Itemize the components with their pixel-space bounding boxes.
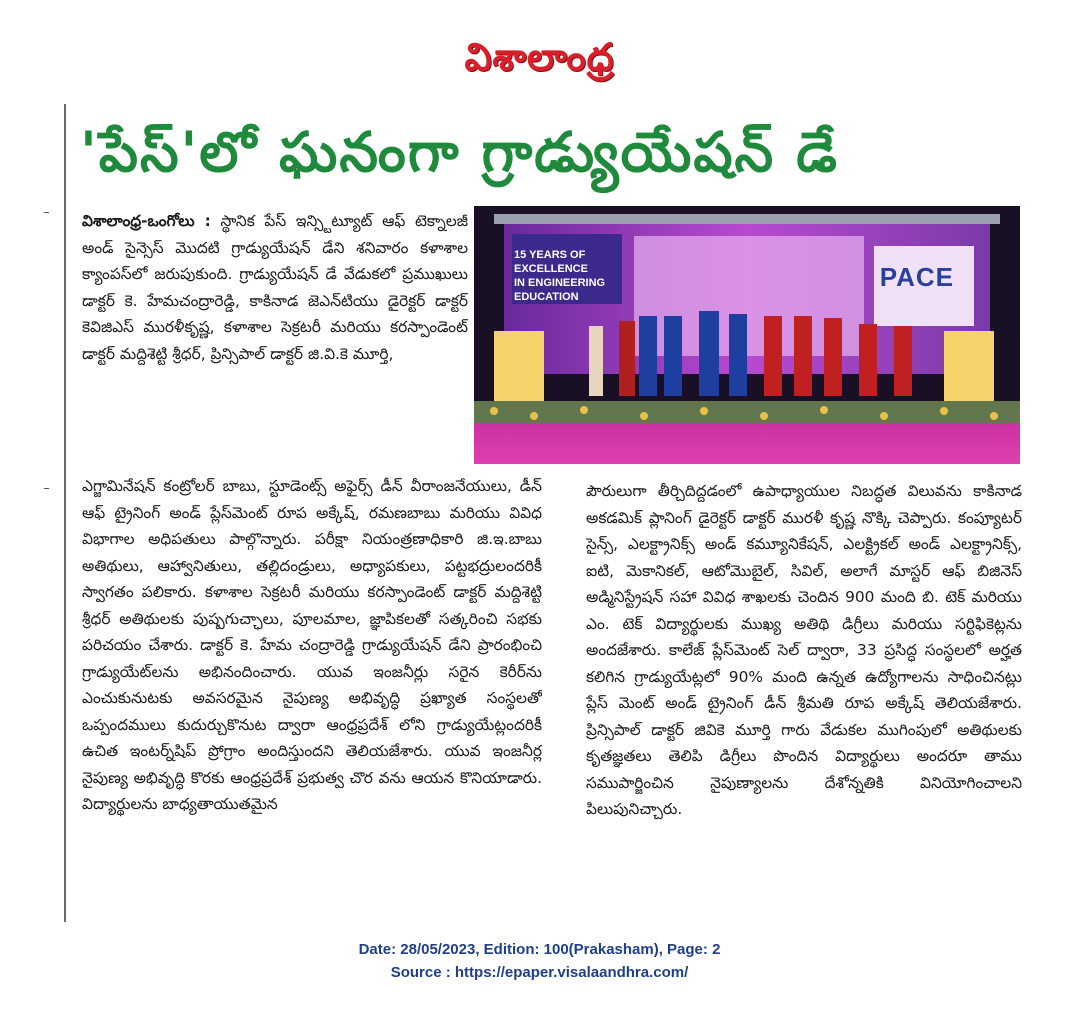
article-column-2: [586, 478, 1022, 918]
headline: 'పేస్'లో ఘనంగా గ్రాడ్యుయేషన్ డే: [80, 119, 839, 184]
margin-tick: [44, 488, 49, 489]
footer-date-line: Date: 28/05/2023, Edition: 100(Prakasham), Page: 2: [358, 941, 721, 958]
event-photo: [474, 206, 1020, 464]
banner-line: EXCELLENCE: [514, 263, 588, 275]
stage-banner-text: [514, 248, 605, 304]
article-column-1-top: [82, 208, 468, 470]
banner-line: 15 YEARS OF: [514, 249, 586, 261]
stage-illustration: [474, 206, 1020, 464]
dateline: విశాలాంధ్ర-ఒంగోలు :: [82, 212, 211, 230]
article-column-1-bottom: [82, 473, 542, 918]
column-rule: [64, 104, 66, 922]
article-text: స్థానిక పేస్ ఇన్స్టిట్యూట్ ఆఫ్ టెక్నాలజీ అండ్ సైన్సెస్ మొదటి గ్రాడ్యుయేషన్ డేని శనివారం కళాశాల క్యాంపస్‌లో జరుపుకుంది. గ్రాడ్యుయేషన్ డే వేడుకలో ప్రముఖులు డాక్టర్ కె. హేమచంద్రారెడ్డి, కాకినాడ జెఎన్‌టియు డైరెక్టర్ డాక్టర్ కెవిజిఎస్ మురళీకృష్ణ, కళాశాల సెక్రటరీ మరియు కరస్పాండెంట్ డాక్టర్ మద్దిశెట్టి శ్రీధర్, ప్రిన్సిపాల్ డాక్టర్ జి.వి.కె మూర్తి,: [82, 212, 468, 363]
footer-source-line: Source : https://epaper.visalaandhra.com/: [390, 964, 689, 981]
pace-logo-text: PACE: [879, 262, 954, 292]
article-text: పౌరులుగా తీర్చిదిద్దడంలో ఉపాధ్యాయుల నిబద్ధత విలువను కాకినాడ అకడమిక్ ప్లానింగ్ డైరెక్టర్ డాక్టర్ మురళీ కృష్ణ నొక్కి చెప్పారు. కంప్యూటర్ సైన్స్, ఎలక్ట్రానిక్స్ అండ్ కమ్యూనికేషన్, ఎలక్ట్రికల్ అండ్ ఎలక్ట్రానిక్స్, ఐటి, మెకానికల్, ఆటోమొబైల్, సివిల్, అలాగే మాస్టర్ ఆఫ్ బిజినెస్ అడ్మినిస్ట్రేషన్ సహా వివిధ శాఖలకు చెందిన 900 మంది బి. టెక్ మరియు ఎం. టెక్ విద్యార్థులకు ముఖ్య అతిథి డిగ్రీలు మరియు సర్టిఫికెట్లను అందజేశారు. కాలేజ్ ప్లేస్‌మెంట్ సెల్ ద్వారా, 33 ప్రసిద్ధ సంస్థలలో అర్హత కలిగిన గ్రాడ్యుయేట్లలో 90% మంది ఉన్నత ఉద్యోగాలను సాధించినట్లు ప్లేస్ మెంట్ అండ్ ట్రైనింగ్ డీన్ శ్రీమతి రూప అక్కేష్ తెలియజేశారు. ప్రిన్సిపాల్ డాక్టర్ జివికె మూర్తి గారు వేడుకల ముగింపులో అతిథులకు కృతజ్ఞతలు తెలిపి డిగ్రీలు పొందిన విద్యార్థులు అందరూ తాము సముపార్జించిన నైపుణ్యాలను దేశోన్నతికి వినియోగించాలని పిలుపునిచ్చారు.: [586, 482, 1022, 818]
masthead-logo: విశాలాంధ్ర: [464, 34, 615, 79]
banner-line: EDUCATION: [514, 291, 579, 303]
banner-line: IN ENGINEERING: [514, 277, 606, 289]
margin-tick: [44, 212, 49, 213]
article-text: ఎగ్జామినేషన్ కంట్రోలర్ బాబు, స్టూడెంట్స్ అఫైర్స్ డీన్ వీరాంజనేయులు, డీన్ ఆఫ్ ట్రైనింగ్ అండ్ ప్లేస్‌మెంట్ రూప అక్కేష్, రమణబాబు మరియు వివిధ విభాగాల అధిపతులు పాల్గొన్నారు. పరీక్షా నియంత్రణాధికారి జి.ఇ.బాబు అతిథులు, ఆహ్వానితులు, తల్లిదండ్రులు, అధ్యాపకులు, పట్టభద్రులందరికీ స్వాగతం పలికారు. కళాశాల సెక్రటరీ మరియు కరస్పాండెంట్ డాక్టర్ మద్దిశెట్టి శ్రీధర్ అతిథులకు పుష్పగుచ్ఛాలు, పూలమాల, జ్ఞాపికలతో సత్కరించి సభకు పరిచయం చేశారు. డాక్టర్ కె. హేమ చంద్రారెడ్డి గ్రాడ్యుయేషన్ డేని ప్రారంభించి గ్రాడ్యుయేట్‌లను అభినందించారు. యువ ఇంజనీర్లు సరైన కెరీర్‌ను ఎంచుకునుటకు అవసరమైన నైపుణ్య అభివృద్ధి ప్రఖ్యాత సంస్థలతో ఒప్పందములు కుదుర్చుకొనుట ద్వారా ఆంధ్రప్రదేశ్ లోని గ్రాడ్యుయేట్లందరికీ ఉచిత ఇంటర్న్‌షిప్ ప్రోగ్రాం అందిస్తుందని తెలియజేశారు. యువ ఇంజనీర్ల నైపుణ్య అభివృద్ధి కొరకు ఆంధ్రప్రదేశ్ ప్రభుత్వ చొర వను ఆయన కొనియాడారు. విద్యార్థులను బాధ్యతాయుతమైన: [82, 477, 542, 813]
